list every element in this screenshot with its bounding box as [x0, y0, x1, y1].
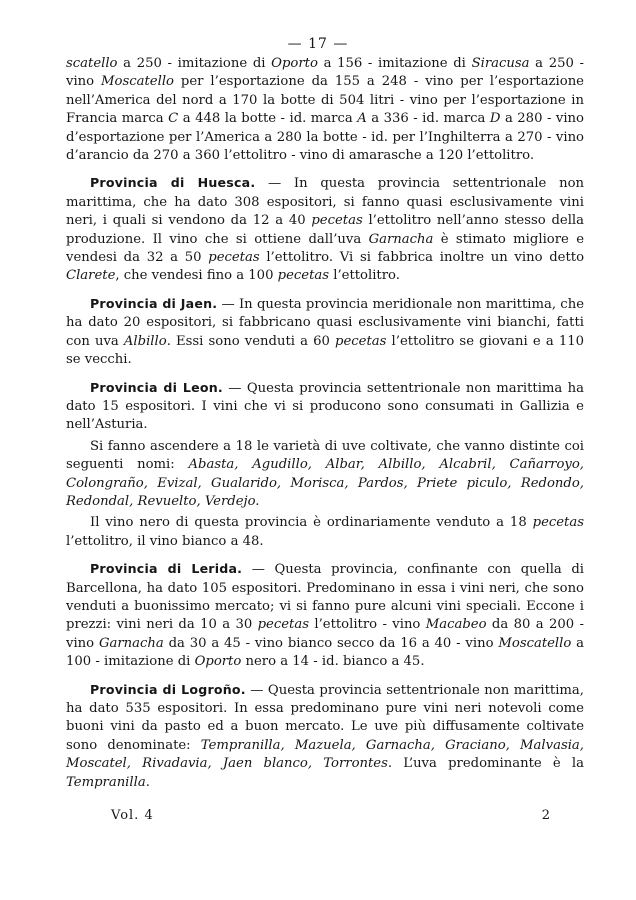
text-run: a 336 - id. marca	[366, 111, 490, 127]
italic-term: Garnacha	[368, 231, 434, 247]
text-run: Il vino nero di questa provincia è ordinariamente venduto a 18	[90, 515, 533, 531]
italic-term: Moscatello	[101, 74, 174, 90]
italic-term: Garnacha	[98, 635, 164, 651]
paragraph	[66, 55, 584, 165]
signature-mark: 2	[541, 808, 550, 823]
text-run: — In questa provincia meridionale non marittima, che ha dato 20 espositori, si fabbricano quasi esclusivamente vini bianchi, fatti con uva	[66, 296, 584, 349]
italic-term: scatello	[66, 56, 118, 71]
section-heading: Provincia di Logroño.	[90, 681, 246, 697]
text-run: — Questa provincia settentrionale non marittima, ha dato 535 espositori. In essa predominano pure vini neri notevoli come buoni vini da pasto ed a buon mercato. Le uve più diffusamente coltivate sono denominate:	[66, 682, 584, 753]
paragraph	[66, 560, 584, 671]
italic-term: Abasta, Agudillo, Albar, Albillo, Alcabril, Cañarroyo, Colongraño, Evizal, Gualarido, Morisca, Pardos, Priete piculo, Redondo, Redondal, Revuelto, Verdejo.	[66, 457, 584, 509]
text-run: L’uva predominante è la	[392, 756, 584, 772]
text-run: a 250 - vino	[66, 56, 584, 90]
text-run: l’ettolitro. Vi si fabbrica inoltre un vino detto	[259, 250, 585, 266]
italic-term: pecetas	[257, 617, 309, 633]
italic-term: Tempranilla, Mazuela, Garnacha, Graciano, Malvasia, Moscatel, Rivadavia, Jaen blanco, Torrontes.	[66, 737, 584, 772]
text-run: a 156 - imitazione di	[317, 56, 472, 71]
text-run: a 250 - imitazione di	[117, 56, 272, 71]
paragraph	[66, 295, 584, 370]
italic-term: Tempranilla	[66, 774, 146, 790]
text-run: — Questa provincia, confinante con quella di Barcellona, ha dato 105 espositori. Predominano in essa i vini neri, che sono venduti a buonissimo mercato; vi si fanno pure alcuni vini speciali. Eccone i prezzi: vini neri da 10 a 30	[66, 562, 585, 633]
italic-term: pecetas	[335, 333, 387, 349]
text-run: a 100 - imitazione di	[66, 635, 585, 670]
italic-term: Oporto	[271, 56, 318, 71]
italic-term: Moscatello	[498, 635, 572, 651]
text-run: — Questa provincia settentrionale non marittima ha dato 15 espositori. I vini che vi si producono sono consumati in Gallizia e nell’Asturia.	[66, 380, 585, 433]
italic-term: Macabeo	[425, 617, 487, 633]
text-run: è stimato migliore e vendesi da 32 a 50	[66, 231, 584, 266]
italic-term: Oporto	[194, 654, 242, 670]
section-heading: Provincia di Jaen.	[90, 295, 218, 311]
text-run: .	[145, 774, 150, 790]
text-run: a 448 la botte - id. marca	[178, 111, 358, 127]
text-run: , che vendesi fino a 100	[115, 268, 278, 284]
italic-term: pecetas	[532, 515, 584, 531]
text-run: l’ettolitro - vino	[308, 617, 426, 633]
text-run: l’ettolitro.	[329, 268, 400, 284]
paragraph	[66, 438, 584, 512]
italic-term: C	[168, 111, 179, 127]
italic-term: pecetas	[277, 268, 330, 284]
paragraph	[66, 379, 584, 435]
section-heading: Provincia di Huesca.	[90, 175, 256, 191]
paragraph	[66, 514, 584, 551]
italic-term: Clarete	[66, 268, 116, 284]
text-run: l’ettolitro, il vino bianco a 48.	[66, 533, 264, 549]
text-run: da 80 a 200 - vino	[66, 617, 584, 651]
italic-term: A	[357, 111, 367, 127]
text-run: Si fanno ascendere a 18 le varietà di uve coltivate, che vanno distinte coi seguenti nomi:	[66, 438, 584, 473]
text-run: l’ettolitro se giovani e a 110 se vecchi.	[66, 333, 584, 368]
italic-term: Siracusa	[471, 56, 530, 71]
text-run: a 280 - vino d’esportazione per l’America a 280 la botte - id. per l’Inghilterra a 270 - vino d’arancio da 270 a 360 l’ettolitro - vino di amarasche a 120 l’ettolitro.	[66, 111, 584, 164]
body-text	[66, 55, 584, 792]
paragraph	[66, 174, 584, 285]
italic-term: D	[489, 111, 501, 127]
italic-term: Albillo	[123, 333, 167, 349]
text-run: per l’esportazione da 155 a 248 - vino per l’esportazione nell’America del nord a 170 la botte di 504 litri - vino per l’esportazione in Francia marca	[66, 74, 584, 127]
text-run: — In questa provincia settentrionale non marittima, che ha dato 308 espositori, si fanno quasi esclusivamente vini neri, i quali si vendono da 12 a 40	[66, 176, 584, 229]
text-run: da 30 a 45 - vino bianco secco da 16 a 40 - vino	[163, 635, 499, 651]
page-number: — 17 —	[287, 36, 349, 52]
text-run: . Essi sono venduti a 60	[166, 333, 336, 349]
section-heading: Provincia di Leon.	[90, 379, 223, 395]
text-run: l’ettolitro nell’anno stesso della produzione. Il vino che si ottiene dall’uva	[66, 213, 584, 247]
volume-label: Vol. 4	[111, 808, 154, 823]
text-run: nero a 14 - id. bianco a 45.	[241, 654, 425, 670]
italic-term: pecetas	[311, 213, 363, 229]
paragraph	[66, 681, 584, 792]
italic-term: pecetas	[208, 250, 260, 266]
section-heading: Provincia di Lerida.	[90, 561, 243, 577]
